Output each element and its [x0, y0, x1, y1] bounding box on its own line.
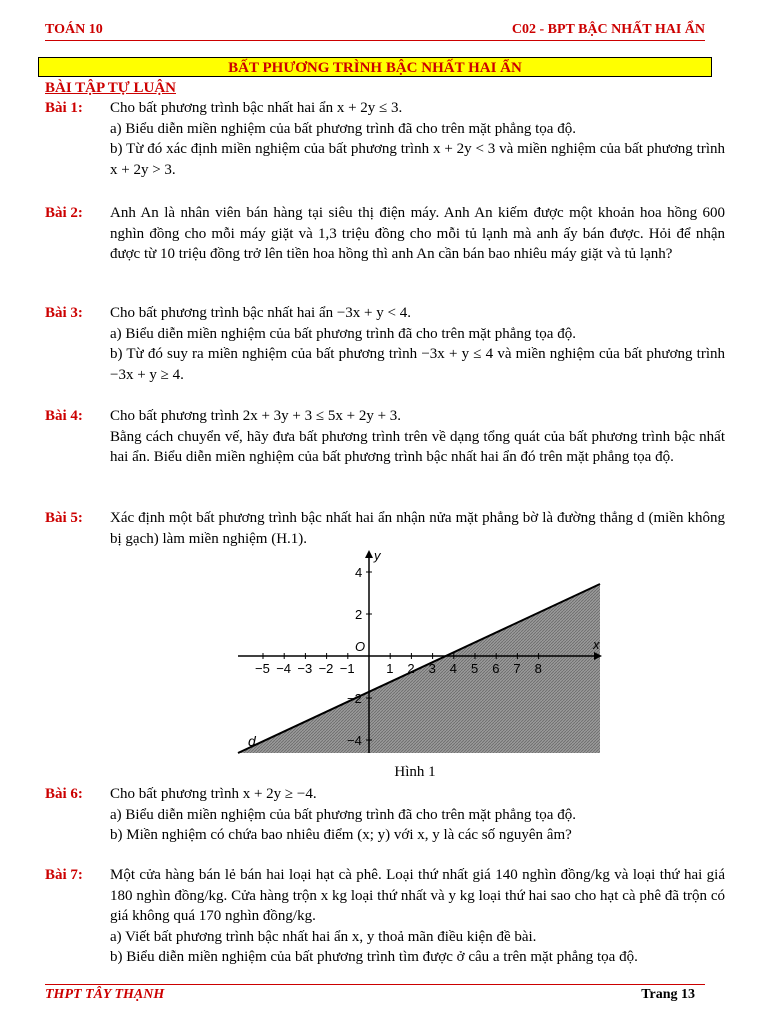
problem-line: a) Biểu diễn miền nghiệm của bất phương trình đã cho trên mặt phẳng tọa độ.	[110, 120, 576, 137]
x-tick-label: 4	[449, 661, 458, 676]
y-axis-label: y	[374, 548, 381, 563]
problem-label: Bài 5:	[45, 510, 83, 526]
problem-line: Cho bất phương trình x + 2y ≥ −4.	[110, 786, 317, 802]
problem-2	[45, 203, 725, 265]
x-tick-label: −3	[297, 661, 313, 676]
footer-school: THPT TÂY THẠNH	[45, 987, 165, 1002]
x-tick-label: −2	[318, 661, 334, 676]
problem-line: Xác định một bất phương trình bậc nhất hai ẩn nhận nửa mặt phẳng bờ là đường thẳng d (miền không bị gạch) làm miền nghiệm (H.1).	[110, 510, 725, 547]
x-tick-label: 2	[407, 661, 415, 676]
figure-caption: Hình 1	[394, 764, 436, 780]
y-tick-label: 4	[355, 565, 363, 580]
x-axis-label: x	[593, 637, 600, 652]
problem-3	[45, 303, 725, 385]
problem-line: Cho bất phương trình bậc nhất hai ẩn −3x + y < 4.	[110, 305, 411, 321]
problem-label: Bài 7:	[45, 867, 83, 883]
problem-7	[45, 865, 725, 968]
problem-line: a) Biểu diễn miền nghiệm của bất phương trình đã cho trên mặt phẳng tọa độ.	[110, 325, 576, 342]
problem-label: Bài 4:	[45, 408, 83, 424]
x-tick-label: 1	[386, 661, 394, 676]
line-d-label: d	[248, 733, 256, 749]
page-footer	[45, 984, 705, 1005]
x-tick-label: −5	[255, 661, 270, 676]
problem-label: Bài 2:	[45, 205, 83, 221]
problem-line: Cho bất phương trình bậc nhất hai ẩn x + 2y ≤ 3.	[110, 100, 403, 116]
problem-line: a) Viết bất phương trình bậc nhất hai ẩn x, y thoả mãn điều kiện đề bài.	[110, 928, 537, 945]
problem-5	[45, 508, 725, 549]
header-subject: TOÁN 10	[45, 22, 103, 37]
problem-line: a) Biểu diễn miền nghiệm của bất phương trình đã cho trên mặt phẳng tọa độ.	[110, 806, 576, 823]
problem-line: Bằng cách chuyển vế, hãy đưa bất phương trình trên về dạng tổng quát của bất phương trình bậc nhất hai ẩn. Biểu diễn miền nghiệm của bất phương trình bậc nhất hai ẩn đó trên mặt phẳng tọa độ.	[110, 428, 725, 465]
page-header	[45, 22, 705, 41]
problem-line: Anh An là nhân viên bán hàng tại siêu thị điện máy. Anh An kiếm được một khoản hoa hồng 600 nghìn đồng cho mỗi máy giặt và 1,3 triệu đồng cho mỗi tủ lạnh mà anh ấy bán được. Hỏi để nhận được từ 10 triệu đồng trở lên tiền hoa hồng thì anh An cần bán bao nhiêu máy giặt và tủ lạnh?	[110, 205, 725, 262]
problem-1	[45, 98, 725, 180]
x-tick-label: −4	[276, 661, 292, 676]
problem-label: Bài 1:	[45, 100, 83, 116]
x-tick-label: 7	[513, 661, 521, 676]
problem-line: b) Miền nghiệm có chứa bao nhiêu điểm (x; y) với x, y là các số nguyên âm?	[110, 827, 572, 843]
problem-label: Bài 3:	[45, 305, 83, 321]
page-title: BẤT PHƯƠNG TRÌNH BẬC NHẤT HAI ẨN	[38, 57, 712, 77]
problem-6	[45, 784, 725, 846]
x-tick-label: 6	[492, 661, 500, 676]
problem-4	[45, 406, 725, 468]
x-tick-label: 8	[534, 661, 542, 676]
x-tick-label: −1	[339, 661, 355, 676]
problem-line: Một cửa hàng bán lẻ bán hai loại hạt cà phê. Loại thứ nhất giá 140 nghìn đồng/kg và loại thứ hai giá 180 nghìn đồng/kg. Cửa hàng trộn x kg loại thứ nhất và y kg loại thứ hai sao cho hạt cà phê đã trộn có giá không quá 170 nghìn đồng/kg.	[110, 867, 725, 924]
figure-h1	[230, 548, 610, 760]
x-tick-label: 3	[428, 661, 436, 676]
y-axis-arrow	[365, 550, 373, 558]
problem-line: b) Biểu diễn miền nghiệm của bất phương trình tìm được ở câu a trên mặt phẳng tọa độ.	[110, 949, 638, 965]
y-tick-label: 2	[355, 607, 363, 622]
problem-line: b) Từ đó xác định miền nghiệm của bất phương trình x + 2y < 3 và miền nghiệm của bất phương trình x + 2y > 3.	[110, 141, 725, 178]
y-tick-label: −2	[347, 691, 362, 706]
problem-line: Cho bất phương trình 2x + 3y + 3 ≤ 5x + 2y + 3.	[110, 408, 402, 424]
section-heading: BÀI TẬP TỰ LUẬN	[45, 80, 177, 96]
origin-label: O	[355, 639, 366, 654]
y-tick-label: −4	[347, 733, 362, 748]
x-tick-label: 5	[471, 661, 479, 676]
problem-line: b) Từ đó suy ra miền nghiệm của bất phương trình −3x + y ≤ 4 và miền nghiệm của bất phương trình −3x + y ≥ 4.	[110, 346, 725, 383]
header-chapter: C02 - BPT BẬC NHẤT HAI ẨN	[511, 22, 705, 37]
footer-page-number: Trang 13	[641, 987, 695, 1002]
problem-label: Bài 6:	[45, 786, 83, 802]
